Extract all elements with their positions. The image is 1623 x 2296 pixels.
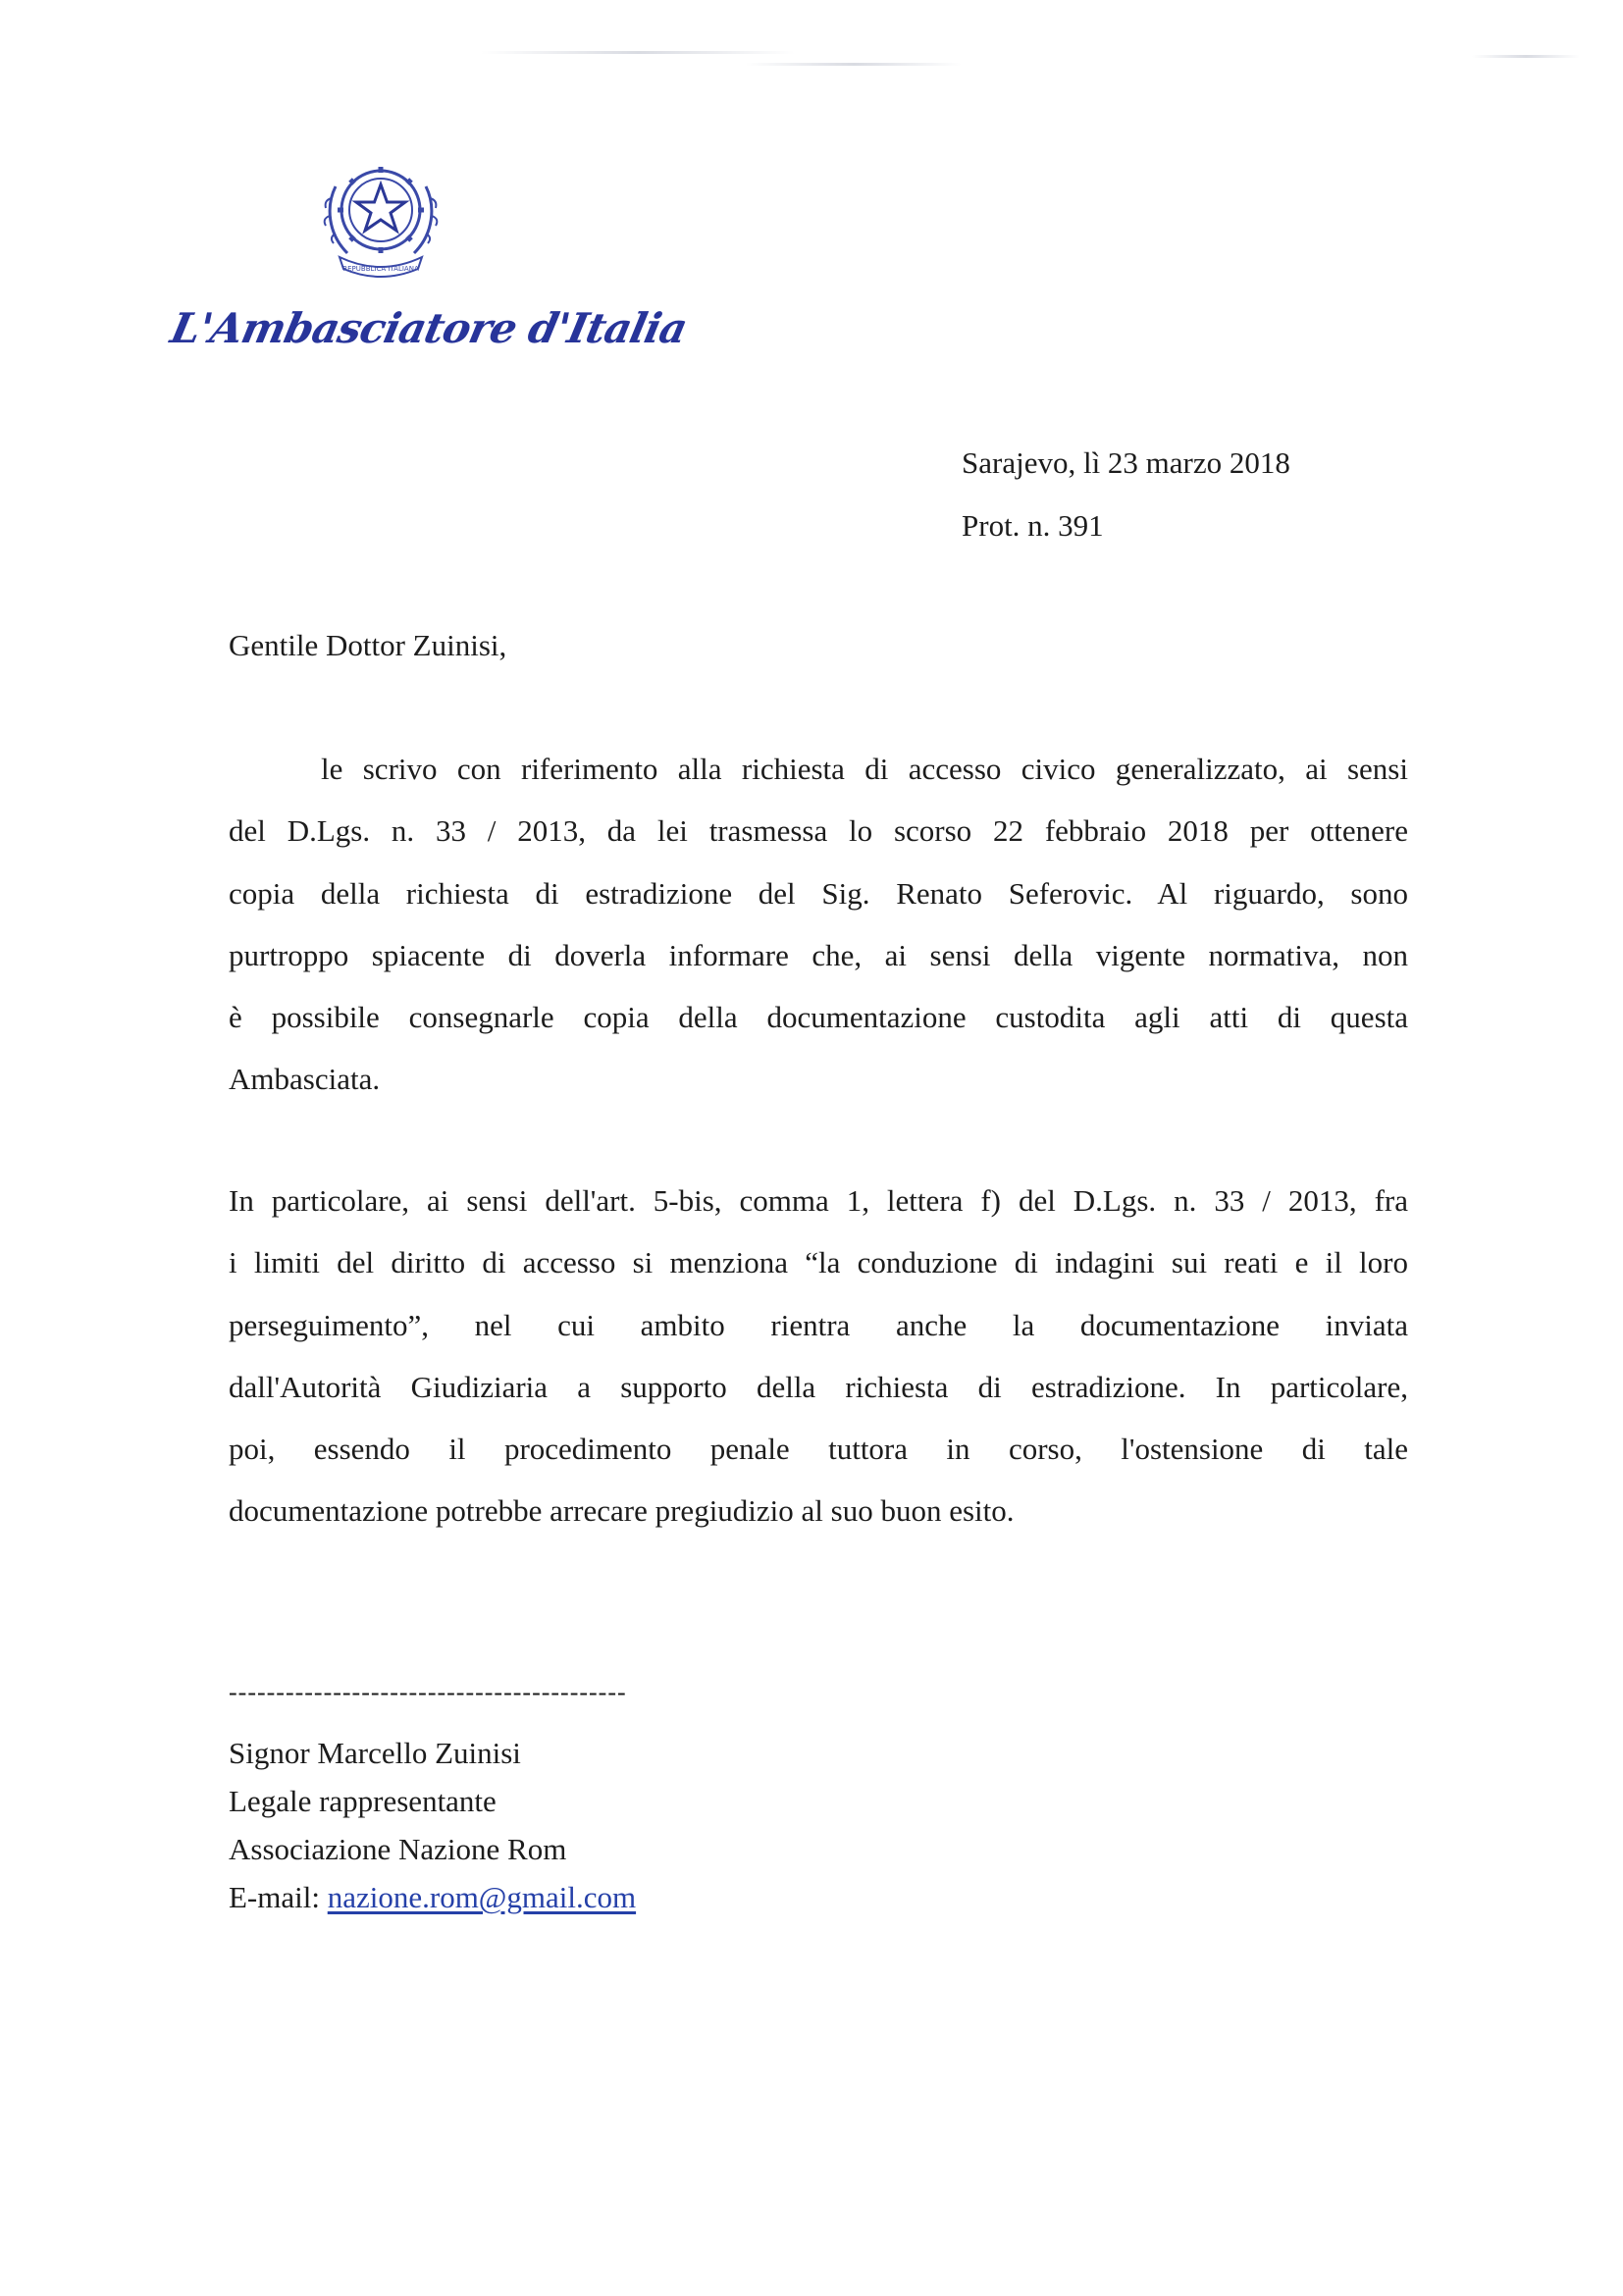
paragraph-line: poi, essendo il procedimento penale tuttora in corso, l'ostensione di tale bbox=[229, 1432, 1408, 1467]
scan-artifact bbox=[746, 63, 962, 66]
body-paragraph-1 bbox=[229, 738, 1408, 1111]
paragraph-line: dall'Autorità Giudiziaria a supporto della richiesta di estradizione. In particolare, bbox=[229, 1369, 1408, 1404]
recipient-email-line bbox=[229, 1873, 636, 1921]
paragraph-line: perseguimento”, nel cui ambito rientra anche la documentazione inviata bbox=[229, 1307, 1408, 1342]
italian-republic-emblem-icon bbox=[312, 147, 449, 285]
paragraph-line: copia della richiesta di estradizione del Sig. Renato Seferovic. Al riguardo, sono bbox=[229, 875, 1408, 911]
scan-artifact bbox=[1472, 55, 1580, 58]
emblem-band-text: REPUBBLICA ITALIANA bbox=[342, 265, 419, 273]
scan-artifact bbox=[481, 51, 795, 54]
paragraph-line: purtroppo spiacente di doverla informare che, ai sensi della vigente normativa, non bbox=[229, 937, 1408, 972]
recipient-organization: Associazione Nazione Rom bbox=[229, 1832, 567, 1866]
greeting: Gentile Dottor Zuinisi, bbox=[229, 628, 507, 662]
recipient-name: Signor Marcello Zuinisi bbox=[229, 1736, 521, 1770]
paragraph-line: è possibile consegnarle copia della documentazione custodita agli atti di questa bbox=[229, 1000, 1408, 1035]
body-paragraph-2 bbox=[229, 1170, 1408, 1542]
recipient-block bbox=[229, 1729, 636, 1921]
paragraph-line: documentazione potrebbe arrecare pregiudizio al suo buon esito. bbox=[229, 1493, 1015, 1529]
paragraph-line: i limiti del diritto di accesso si menziona “la conduzione di indagini sui reati e il loro bbox=[229, 1245, 1408, 1280]
paragraph-line: le scrivo con riferimento alla richiesta di accesso civico generalizzato, ai sensi bbox=[321, 752, 1408, 786]
place-date: Sarajevo, lì 23 marzo 2018 bbox=[962, 445, 1290, 480]
date-block bbox=[962, 432, 1290, 557]
protocol-number: Prot. n. 391 bbox=[962, 508, 1104, 543]
recipient-role: Legale rappresentante bbox=[229, 1784, 497, 1818]
email-label: E-mail: bbox=[229, 1880, 320, 1914]
paragraph-line: del D.Lgs. n. 33 / 2013, da lei trasmessa lo scorso 22 febbraio 2018 per ottenere bbox=[229, 813, 1408, 849]
paragraph-line: Ambasciata. bbox=[229, 1062, 381, 1097]
paragraph-line: In particolare, ai sensi dell'art. 5-bis, comma 1, lettera f) del D.Lgs. n. 33 / 2013, fra bbox=[229, 1183, 1408, 1218]
separator-line: ------------------------------------------ bbox=[229, 1678, 627, 1706]
email-link[interactable]: nazione.rom@gmail.com bbox=[327, 1880, 637, 1914]
ambassador-title: L'Ambasciatore d'Italia bbox=[166, 304, 692, 352]
